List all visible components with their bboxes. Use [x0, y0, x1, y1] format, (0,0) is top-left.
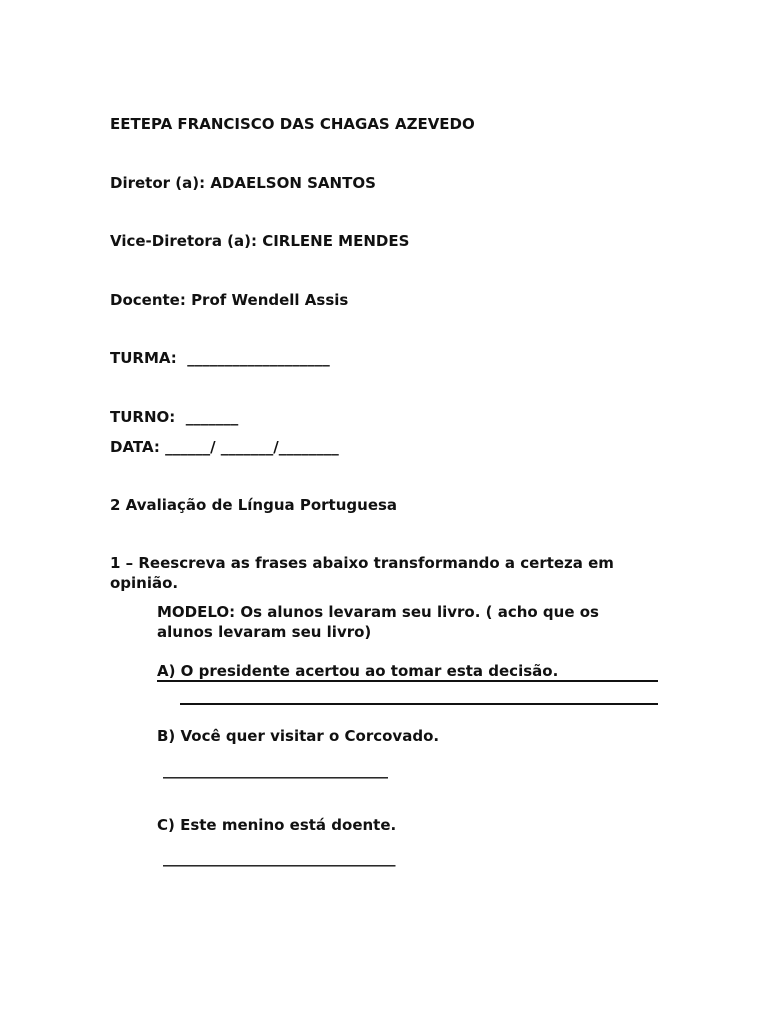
- director-line: Diretor (a): ADAELSON SANTOS: [110, 174, 376, 192]
- item-b-text: B) Você quer visitar o Corcovado.: [157, 727, 440, 745]
- teacher-line: Docente: Prof Wendell Assis: [110, 291, 349, 309]
- item-a-text: A) O presidente acertou ao tomar esta decisão.: [157, 662, 559, 680]
- shift-field: TURNO: _______: [110, 408, 239, 426]
- question-1-prompt: 1 – Reescreva as frases abaixo transformando a certeza em opinião.: [110, 554, 614, 592]
- item-a-answer-line: [180, 703, 658, 705]
- vice-director-line: Vice-Diretora (a): CIRLENE MENDES: [110, 232, 410, 250]
- class-field: TURMA: ___________________: [110, 349, 330, 367]
- item-a-underline: [157, 680, 658, 682]
- item-b-answer-line: ______________________________: [163, 761, 388, 779]
- school-name: EETEPA FRANCISCO DAS CHAGAS AZEVEDO: [110, 115, 475, 133]
- item-c-answer-line: _______________________________: [163, 849, 396, 867]
- exam-title: 2 Avaliação de Língua Portuguesa: [110, 496, 398, 514]
- model-example: MODELO: Os alunos levaram seu livro. ( acho que os alunos levaram seu livro): [157, 603, 599, 641]
- item-c-text: C) Este menino está doente.: [157, 816, 397, 834]
- date-field: DATA: ______/ _______/________: [110, 438, 339, 456]
